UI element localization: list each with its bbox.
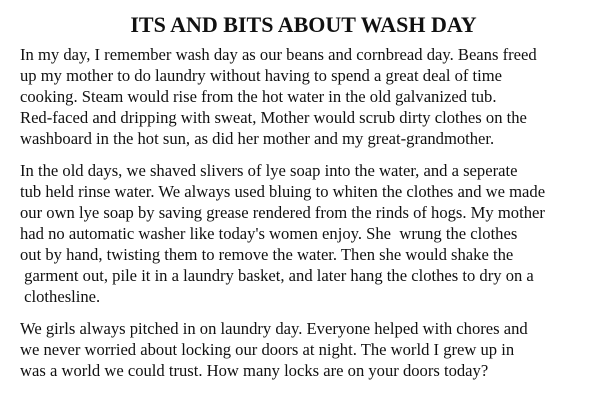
paragraph-line: had no automatic washer like today's women enjoy. She wrung the clothes [20,224,518,243]
paragraph-line: was a world we could trust. How many locks are on your doors today? [20,361,489,380]
paragraph-line: Red-faced and dripping with sweat, Mother would scrub dirty clothes on the [20,108,527,127]
paragraph-3 [20,318,600,381]
paragraph-line: we never worried about locking our doors at night. The world I grew up in [20,340,515,359]
paragraph-line: up my mother to do laundry without having to spend a great deal of time [20,66,503,85]
paragraph-line: clothesline. [20,287,101,306]
paragraph-line: out by hand, twisting them to remove the water. Then she would shake the [20,245,514,264]
paragraph-2 [20,160,600,307]
paragraph-line: tub held rinse water. We always used bluing to whiten the clothes and we made [20,182,546,201]
paragraph-line: our own lye soap by saving grease rendered from the rinds of hogs. My mother [20,203,545,222]
paragraph-line: cooking. Steam would rise from the hot water in the old galvanized tub. [20,87,497,106]
paragraph-1 [20,44,600,149]
paragraph-line: washboard in the hot sun, as did her mother and my great-grandmother. [20,129,495,148]
document-title: ITS AND BITS ABOUT WASH DAY [130,12,477,37]
paragraph-line: We girls always pitched in on laundry day. Everyone helped with chores and [20,319,528,338]
paragraph-line: In my day, I remember wash day as our beans and cornbread day. Beans freed [20,45,537,64]
paragraph-line: garment out, pile it in a laundry basket, and later hang the clothes to dry on a [20,266,534,285]
paragraph-line: In the old days, we shaved slivers of lye soap into the water, and a seperate [20,161,518,180]
